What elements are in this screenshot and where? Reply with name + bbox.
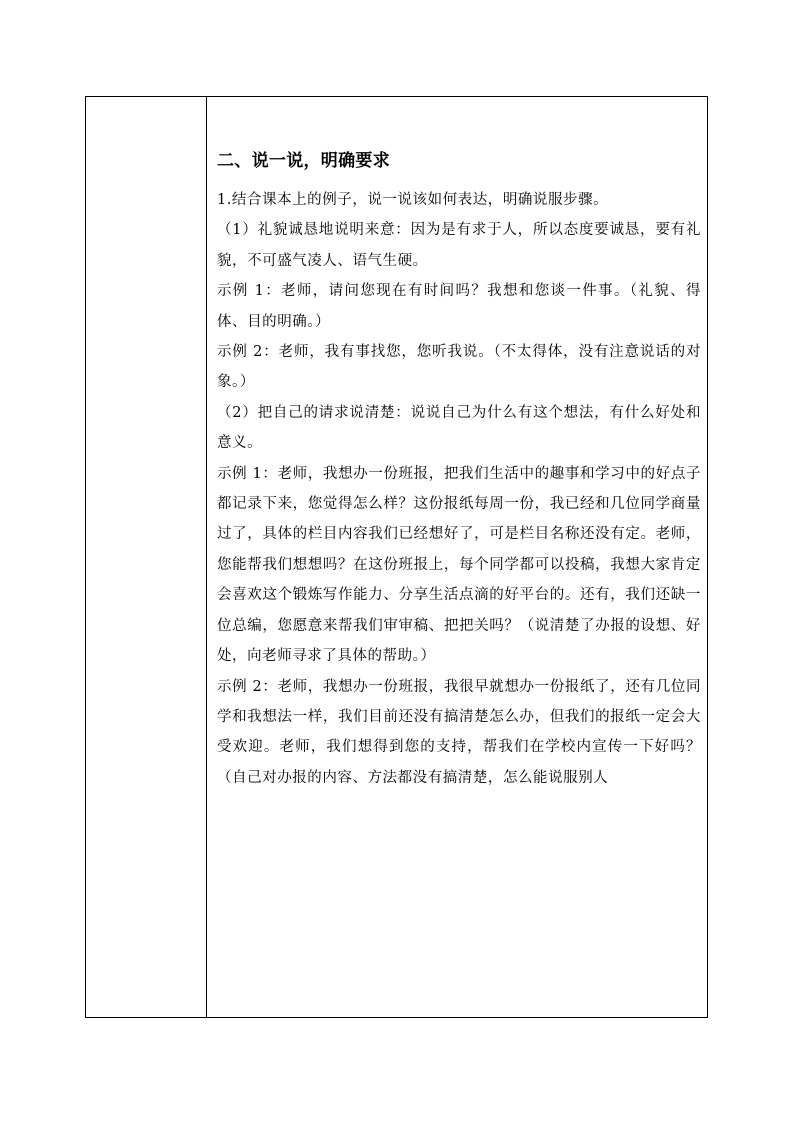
section-body — [217, 185, 701, 793]
table-content-cell — [207, 97, 707, 1017]
paragraph-step-1: （1）礼貌诚恳地说明来意：因为是有求于人，所以态度要诚恳，要有礼貌，不可盛气凌人、语气生硬。 — [217, 222, 701, 269]
paragraph-step-2-example-1: 示例 1：老师，我想办一份班报，把我们生活中的趣事和学习中的好点子都记录下来，您觉得怎么样？这份报纸每周一份，我已经和几位同学商量过了，具体的栏目内容我们已经想好了，可是栏目名称还没有定。老师，您能帮我们想想吗？在这份班报上，每个同学都可以投稿，我想大家肯定会喜欢这个锻炼写作能力、分享生活点滴的好平台的。还有，我们还缺一位总编，您愿意来帮我们审审稿、把把关吗？（说清楚了办报的设想、好处，向老师寻求了具体的帮助。） — [217, 465, 701, 665]
paragraph-step-1-example-1: 示例 1：老师，请问您现在有时间吗？我想和您谈一件事。（礼貌、得体、目的明确。） — [217, 283, 701, 330]
table-left-column — [86, 97, 207, 1017]
paragraph-step-1-example-2: 示例 2：老师，我有事找您，您听我说。（不太得体，没有注意说话的对象。） — [217, 344, 701, 391]
paragraph-step-2: （2）把自己的请求说清楚：说说自己为什么有这个想法，有什么好处和意义。 — [217, 404, 701, 452]
lesson-table — [85, 96, 708, 1018]
section-heading: 二、说一说，明确要求 — [217, 151, 390, 171]
paragraph-instruction: 1.结合课本上的例子，说一说该如何表达，明确说服步骤。 — [217, 192, 609, 208]
paragraph-step-2-example-2: 示例 2：老师，我想办一份班报，我很早就想办一份报纸了，还有几位同学和我想法一样，我们目前还没有搞清楚怎么办，但我们的报纸一定会大受欢迎。老师，我们想得到您的支持，帮我们在学校内宣传一下好吗？（自己对办报的内容、方法都没有搞清楚，怎么能说服别人 — [217, 678, 701, 786]
